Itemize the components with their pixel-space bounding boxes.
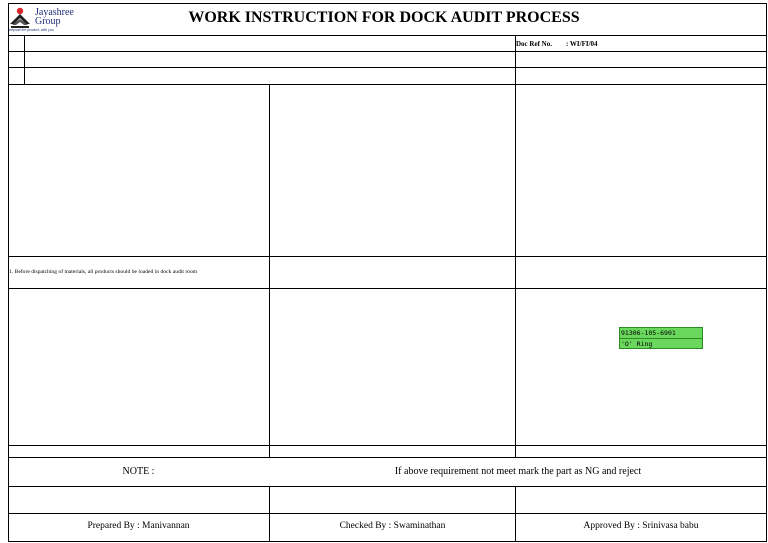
logo-tagline: beyond the product, with you [9, 28, 54, 32]
col-divider [515, 35, 516, 84]
row-divider [8, 457, 767, 458]
row-divider [8, 513, 767, 514]
row-divider [8, 288, 767, 289]
col-divider [24, 35, 25, 84]
col-divider [515, 84, 516, 457]
row-divider [8, 486, 767, 487]
note-text: If above requirement not meet mark the part as NG and reject [394, 466, 642, 477]
row-divider [8, 67, 767, 68]
company-logo [8, 4, 82, 34]
col-divider [515, 486, 516, 542]
note-label: NOTE : [122, 466, 155, 477]
document-title: WORK INSTRUCTION FOR DOCK AUDIT PROCESS [188, 9, 580, 26]
row-divider [8, 84, 767, 85]
logo-name-line2: Group [35, 16, 61, 27]
row-divider [8, 51, 767, 52]
col-divider [269, 84, 270, 457]
prepared-by: Prepared By : Manivannan [87, 521, 190, 531]
doc-ref [516, 40, 598, 48]
checked-by: Checked By : Swaminathan [339, 521, 446, 531]
row-divider [8, 256, 767, 257]
doc-ref-label: Doc Ref No. [516, 40, 552, 48]
row-divider [8, 445, 767, 446]
border-top [8, 3, 767, 4]
doc-ref-value: : WI/FI/04 [565, 40, 598, 48]
row-divider [8, 35, 767, 36]
part-label-tag [619, 327, 703, 349]
border-bottom [8, 541, 767, 542]
step-1-text: 1. Before dispatching of materials, all products should be loaded in dock audit room [9, 269, 198, 275]
part-number: 91306-105-6901 [620, 328, 702, 339]
part-name: 'O' Ring [621, 340, 653, 348]
logo-name-line1: Jayashree [35, 7, 74, 18]
approved-by: Approved By : Srinivasa babu [583, 521, 699, 531]
col-divider [269, 486, 270, 542]
